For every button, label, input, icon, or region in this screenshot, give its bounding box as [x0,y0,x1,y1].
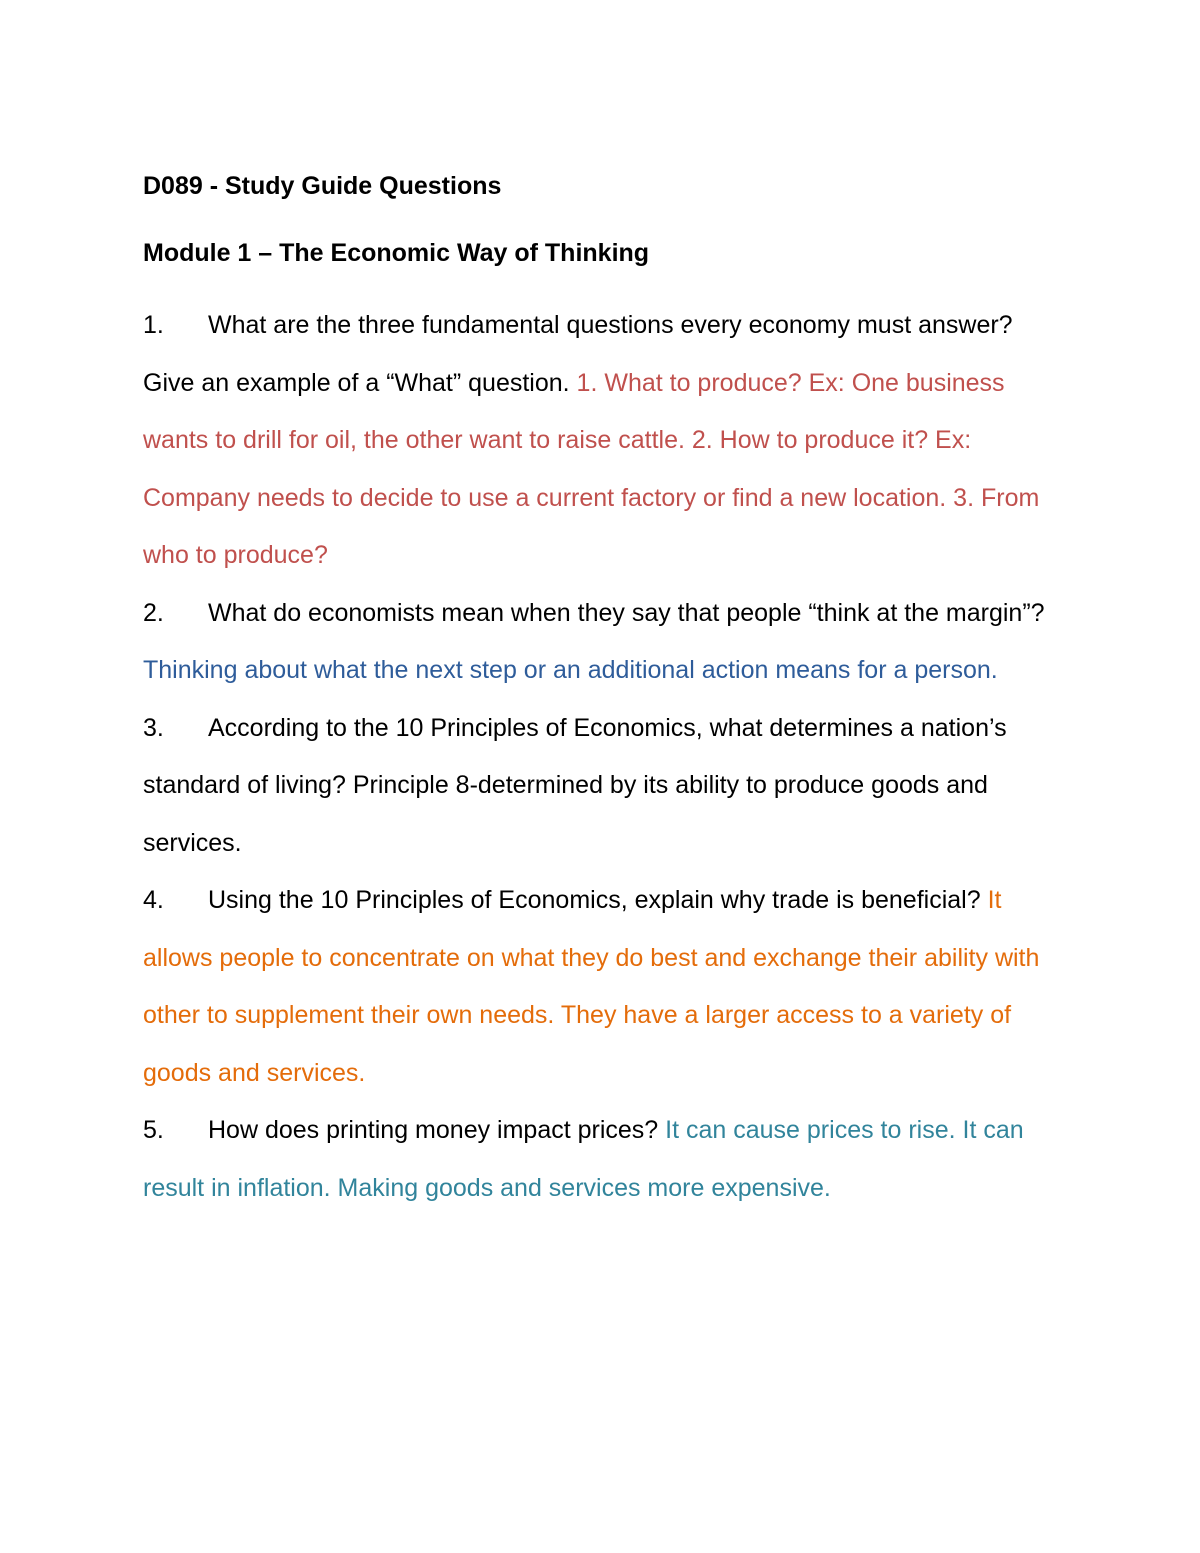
question-number: 3. [143,713,164,742]
question-number: 1. [143,311,164,339]
question-text: According to the 10 Principles of Economics, what determines a nation’s standard of living? Principle 8-determined by its ability to produce goods and services. [143,713,1007,857]
answer-text: Thinking about what the next step or an additional action means for a person. [143,656,998,684]
question-2 [143,585,1053,700]
question-text: How does printing money impact prices? [208,1116,666,1144]
question-3 [143,700,1053,873]
question-text: What do economists mean when they say that people “think at the margin”? [208,598,1045,627]
question-number: 2. [143,598,164,627]
question-1 [143,297,1053,585]
question-5 [143,1102,1053,1217]
answer-text: 1. What to produce? Ex: One business wants to drill for oil, the other want to raise cattle. 2. How to produce it? Ex: Company needs to decide to use a current factory or find a new location. 3. From who to produce? [143,368,1040,569]
answer-text: It can cause prices to rise. It can result in inflation. Making goods and services more expensive. [143,1116,1024,1202]
module-heading: Module 1 – The Economic Way of Thinking [143,239,650,267]
document-body [143,163,1053,1217]
question-number: 4. [143,886,164,914]
question-text: Using the 10 Principles of Economics, explain why trade is beneficial? [208,886,988,914]
question-number: 5. [143,1116,164,1144]
question-text: What are the three fundamental questions every economy must answer? Give an example of a “What” question. [143,311,1013,397]
question-4 [143,872,1053,1102]
answer-text: It allows people to concentrate on what they do best and exchange their ability with other to supplement their own needs. They have a larger access to a variety of goods and services. [143,886,1040,1087]
document-title: D089 - Study Guide Questions [143,172,502,200]
